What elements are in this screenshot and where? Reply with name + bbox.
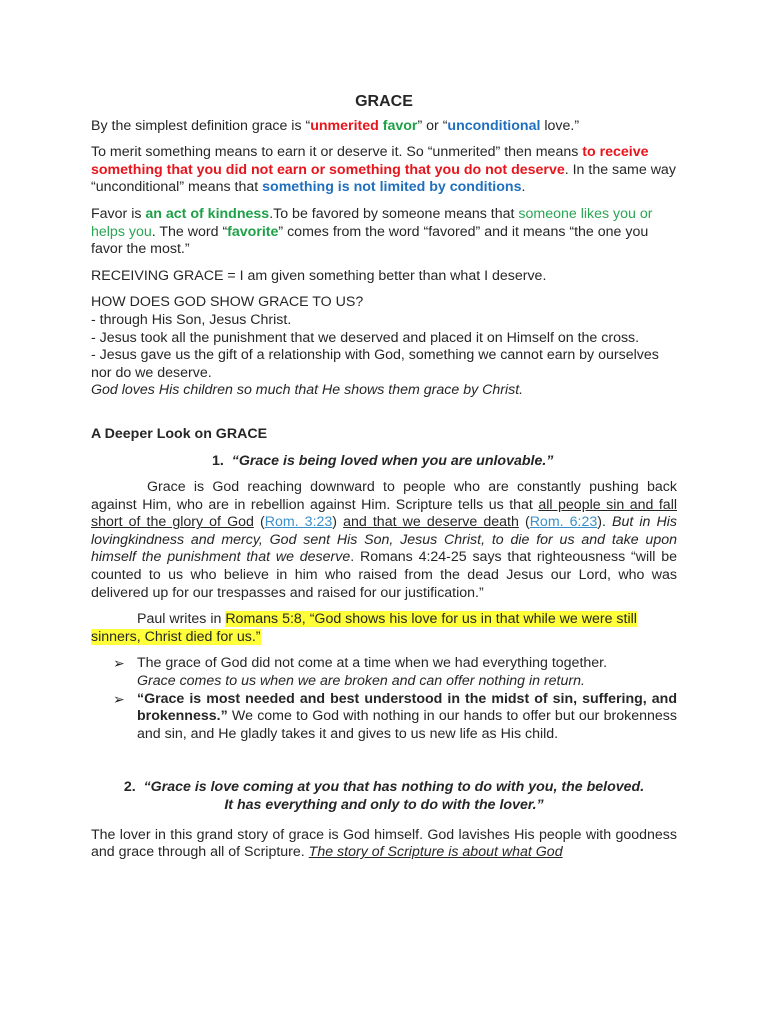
point-2-paragraph: The lover in this grand story of grace is God himself. God lavishes His people with goodness and grace through all of Scripture. The story of Scripture is about what God	[91, 826, 677, 861]
point-1-title: “Grace is being loved when you are unlovable.”	[231, 452, 554, 469]
unmerited-word: unmerited	[310, 117, 379, 134]
point-1-heading	[91, 453, 677, 471]
question-heading: HOW DOES GOD SHOW GRACE TO US?	[91, 294, 364, 311]
point-2-title-line-2: It has everything and only to do with the lover.”	[224, 797, 544, 813]
how-god-shows-grace-block	[91, 294, 677, 400]
definition-paragraph: By the simplest definition grace is “unmerited favor” or “unconditional love.”	[91, 117, 580, 134]
point-2-heading	[91, 779, 677, 814]
highlighted-romans-quote: Romans 5:8, “God shows his love for us in that while we were still sinners, Christ died for us.”	[91, 611, 637, 645]
arrowhead-bullet-icon: ➢	[113, 655, 125, 672]
point-2-title-line-1: “Grace is love coming at you that has nothing to do with you, the beloved.	[143, 779, 645, 796]
merit-paragraph: To merit something means to earn it or deserve it. So “unmerited” then means to receive something that you did not earn or something that you do not deserve. In the same way “unconditional” means that something is not limited by conditions.	[91, 144, 676, 196]
list-item: ➢ “Grace is most needed and best understood in the midst of sin, suffering, and brokenness.” We come to God with nothing in our hands to offer but our brokenness and sin, and He gladly takes it and gives to us new life as His child.	[113, 690, 677, 742]
rom-3-23-link[interactable]: Rom. 3:23	[264, 514, 333, 531]
underlined-sin-phrase: all people sin and fall short of the glory of God	[91, 496, 677, 531]
list-item: ➢ The grace of God did not come at a time when we had everything together. Grace comes to us when we are broken and can offer nothing in return.	[113, 655, 608, 690]
point-2-number: 2.	[123, 779, 136, 796]
paul-writes-paragraph: Paul writes in Romans 5:8, “God shows his love for us in that while we were still sinners, Christ died for us.”	[91, 611, 637, 645]
point-1-number: 1.	[212, 452, 224, 469]
rom-6-23-link[interactable]: Rom. 6:23	[529, 514, 598, 531]
list-line-3: - Jesus gave us the gift of a relationship with God, something we cannot earn by ourselves nor do we deserve.	[91, 347, 659, 381]
document-body	[91, 93, 677, 871]
likes-you-phrase: someone likes you or helps you	[91, 205, 653, 240]
unconditional-word: unconditional	[447, 117, 541, 134]
love-word: love	[544, 117, 571, 134]
list-line-2: - Jesus took all the punishment that we deserved and placed it on Himself on the cross.	[91, 329, 640, 346]
point-1-bullet-list	[91, 655, 677, 743]
receive-phrase: to receive something that you did not earn or something that you do not deserve	[91, 144, 649, 178]
favorite-word: favorite	[227, 223, 279, 240]
favor-paragraph: Favor is an act of kindness.To be favored by someone means that someone likes you or helps you. The word “favorite” comes from the word “favored” and it means “the one you favor the most.”	[91, 205, 653, 258]
point-1-paragraph: Grace is God reaching downward to people who are constantly pushing back against Him, who are in rebellion against Him. Scripture tells us that all people sin and fall short of the glory of God (Rom. 3:23) and that we deserve death (Rom. 6:23). But in His lovingkindness and mercy, God sent His Son, Jesus Christ, to die for us and take upon himself the punishment that we deserve. Romans 4:24-25 says that righteousness “will be counted to us who believe in him who raised from the dead Jesus our Lord, who was delivered up for our trespasses and raised for our justification.”	[91, 479, 678, 601]
not-limited-phrase: something is not limited by conditions	[262, 179, 522, 196]
list-line-1: - through His Son, Jesus Christ.	[91, 311, 292, 328]
closing-line: God loves His children so much that He shows them grace by Christ.	[91, 382, 524, 399]
arrowhead-bullet-icon: ➢	[113, 690, 125, 707]
italic-mercy-phrase: But in His lovingkindness and mercy, God sent His Son, Jesus Christ, to die for us and take upon himself the punishment that we deserve	[91, 514, 678, 566]
section-heading: A Deeper Look on GRACE	[91, 425, 268, 442]
page-title: GRACE	[355, 93, 413, 110]
receiving-grace-line: RECEIVING GRACE = I am given something better than what I deserve.	[91, 267, 547, 284]
favor-word: favor	[382, 117, 418, 134]
act-of-kindness-phrase: an act of kindness	[145, 205, 270, 222]
underlined-death-phrase: and that we deserve death	[343, 514, 519, 531]
italic-underlined-story-phrase: The story of Scripture is about what God	[308, 844, 563, 861]
